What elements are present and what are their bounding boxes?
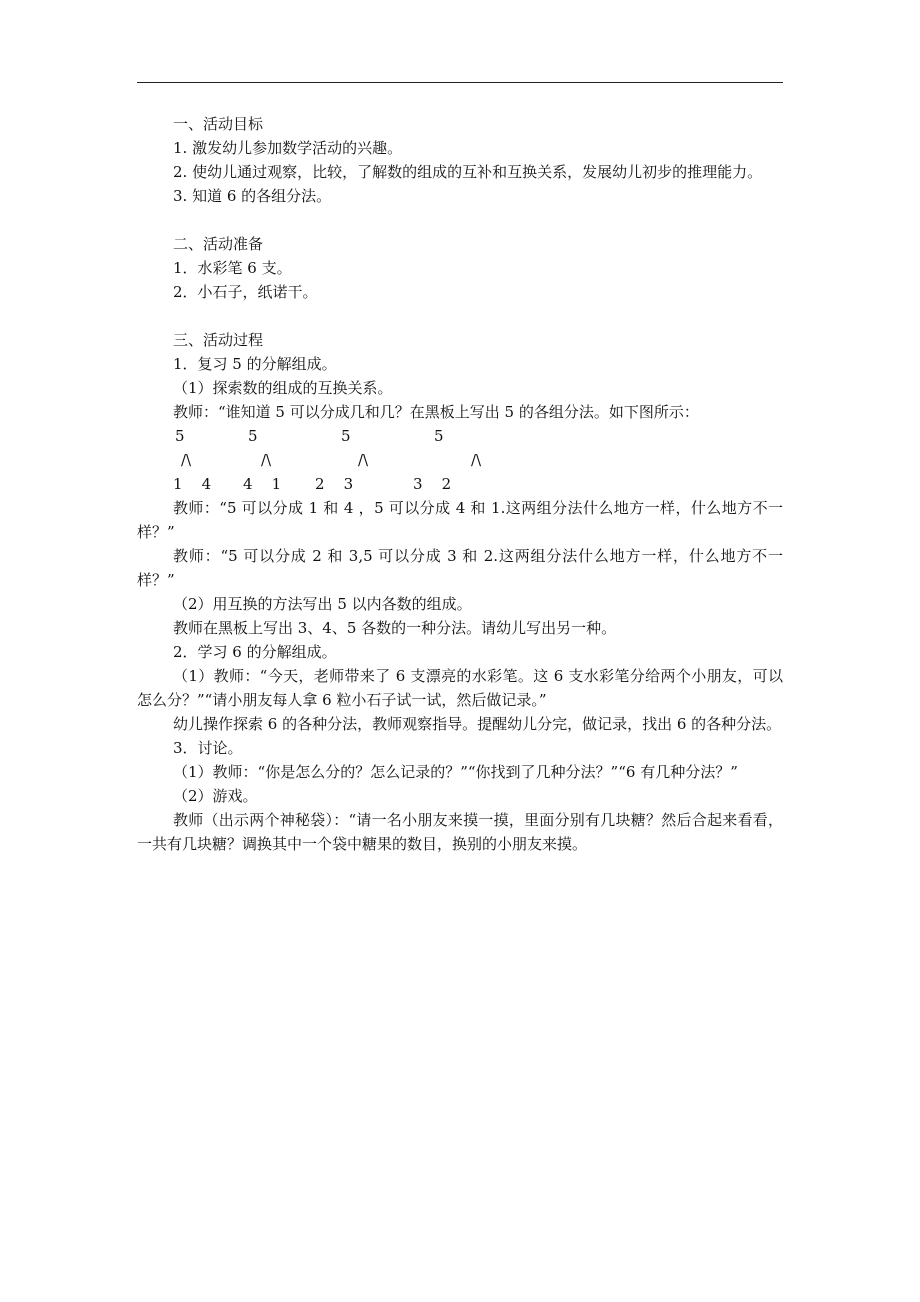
diagram-top-number: 5 (248, 427, 258, 445)
goal-item-2: 2. 使幼儿通过观察，比较，了解数的组成的互补和互换关系，发展幼儿初步的推理能力。 (173, 163, 763, 181)
prep-item-2: 2．小石子，纸诺干。 (173, 283, 318, 301)
process-paragraph: （1）教师：“你是怎么分的？怎么记录的？”“你找到了几种分法？”“6 有几种分法？” (173, 763, 738, 781)
diagram-pair: 1 4 (173, 475, 212, 493)
diagram-pair: 3 2 (413, 475, 452, 493)
process-paragraph: 1．复习 5 的分解组成。 (173, 355, 337, 373)
section-heading-prep: 二、活动准备 (173, 235, 264, 253)
process-paragraph: 教师在黑板上写出 3、4、5 各数的一种分法。请幼儿写出另一种。 (173, 619, 617, 637)
diagram-split-mark: /\ (261, 451, 272, 469)
diagram-top-number: 5 (175, 427, 185, 445)
process-paragraph: （1）教师：“今天，老师带来了 6 支漂亮的水彩笔。这 6 支水彩笔分给两个小朋友，可以怎么分？”“请小朋友每人拿 6 粒小石子试一试，然后做记录。” (137, 667, 783, 709)
diagram-split-mark: /\ (358, 451, 369, 469)
diagram-top-number: 5 (341, 427, 351, 445)
diagram-pair: 4 1 (243, 475, 282, 493)
diagram-pair: 2 3 (315, 475, 354, 493)
diagram-split-mark: /\ (471, 451, 482, 469)
process-paragraph: 幼儿操作探索 6 的各种分法，教师观察指导。提醒幼儿分完，做记录，找出 6 的各种分法。 (173, 715, 782, 733)
goal-item-3: 3. 知道 6 的各组分法。 (173, 187, 332, 205)
diagram-split-mark: /\ (181, 451, 192, 469)
process-paragraph: 3．讨论。 (173, 739, 243, 757)
process-paragraph: 2．学习 6 的分解组成。 (173, 643, 337, 661)
process-paragraph: 教师：“5 可以分成 1 和 4 ，5 可以分成 4 和 1.这两组分法什么地方一样，什么地方不一样？” (137, 499, 783, 541)
section-heading-goals: 一、活动目标 (173, 115, 264, 133)
diagram-top-number: 5 (434, 427, 444, 445)
header-rule (137, 82, 783, 83)
decomposition-diagram (137, 424, 783, 496)
prep-item-1: 1．水彩笔 6 支。 (173, 259, 292, 277)
goal-item-1: 1. 激发幼儿参加数学活动的兴趣。 (173, 139, 403, 157)
document-body (137, 112, 783, 856)
process-paragraph: 教师：“5 可以分成 2 和 3,5 可以分成 3 和 2.这两组分法什么地方一样，什么地方不一样？” (137, 547, 783, 589)
section-heading-process: 三、活动过程 (173, 331, 264, 349)
process-paragraph: 教师：“谁知道 5 可以分成几和几？在黑板上写出 5 的各组分法。如下图所示： (173, 403, 699, 421)
process-paragraph: （2）游戏。 (173, 787, 258, 805)
process-paragraph: （1）探索数的组成的互换关系。 (173, 379, 393, 397)
process-paragraph: （2）用互换的方法写出 5 以内各数的组成。 (173, 595, 472, 613)
process-paragraph: 教师（出示两个神秘袋）：“请一名小朋友来摸一摸，里面分别有几块糖？然后合起来看看，一共有几块糖？调换其中一个袋中糖果的数目，换别的小朋友来摸。 (137, 811, 783, 853)
